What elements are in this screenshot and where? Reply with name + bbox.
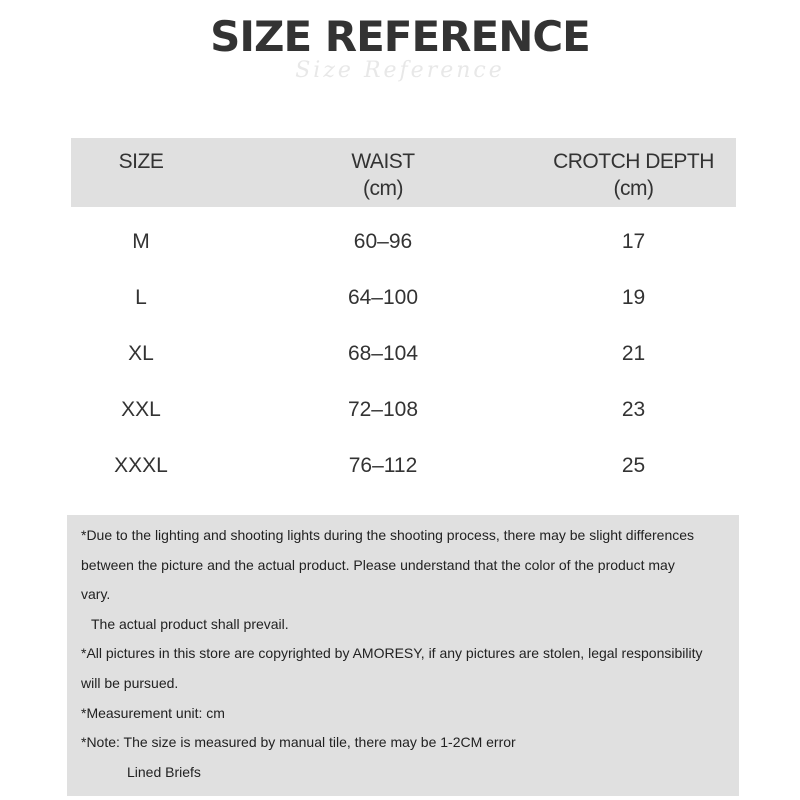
cell-waist: 68–104: [347, 342, 419, 365]
table-body: [71, 207, 736, 494]
column-header-unit: (cm): [363, 177, 403, 200]
table-row: [71, 326, 736, 382]
column-header-waist: [283, 148, 483, 202]
column-header-unit: (cm): [613, 177, 654, 200]
cell-size: M: [132, 230, 150, 253]
note-line: The actual product shall prevail.: [91, 615, 289, 632]
cell-size: XXL: [121, 398, 161, 421]
cell-waist: 60–96: [353, 230, 413, 253]
cell-crotch-depth: 25: [621, 454, 646, 477]
column-header-label: SIZE: [118, 150, 164, 173]
cell-size: L: [135, 286, 147, 309]
table-row: [71, 438, 736, 494]
table-header: [71, 138, 736, 207]
cell-size: XXXL: [114, 454, 168, 477]
note-line: *Note: The size is measured by manual tile, there may be 1-2CM error: [81, 734, 516, 751]
cell-waist: 72–108: [347, 398, 419, 421]
page-subtitle-watermark: Size Reference: [295, 58, 505, 83]
notes-panel: [67, 515, 739, 796]
note-line: *Due to the lighting and shooting lights during the shooting process, there may be slight differences: [81, 527, 695, 543]
cell-crotch-depth: 23: [621, 398, 646, 421]
note-line: vary.: [81, 586, 111, 603]
note-line: Lined Briefs: [127, 763, 201, 780]
column-header-crotch-depth: [531, 148, 736, 202]
page-title: SIZE REFERENCE: [210, 12, 590, 61]
cell-size: XL: [128, 342, 154, 365]
note-line: between the picture and the actual product. Please understand that the color of the product may: [81, 556, 675, 573]
column-header-label: WAIST: [351, 150, 415, 173]
column-header-label: CROTCH DEPTH: [553, 150, 714, 173]
cell-crotch-depth: 21: [621, 342, 646, 365]
column-header-size: [71, 148, 211, 175]
cell-waist: 76–112: [348, 454, 418, 477]
cell-waist: 64–100: [347, 286, 419, 309]
table-row: [71, 214, 736, 270]
table-row: [71, 382, 736, 438]
note-line: will be pursued.: [81, 675, 179, 691]
note-line: *Measurement unit: cm: [81, 704, 225, 721]
note-line: *All pictures in this store are copyrighted by AMORESY, if any pictures are stolen, legal responsibility: [81, 645, 703, 662]
table-row: [71, 270, 736, 326]
size-table: [71, 138, 736, 494]
cell-crotch-depth: 17: [621, 230, 646, 253]
cell-crotch-depth: 19: [621, 286, 646, 309]
